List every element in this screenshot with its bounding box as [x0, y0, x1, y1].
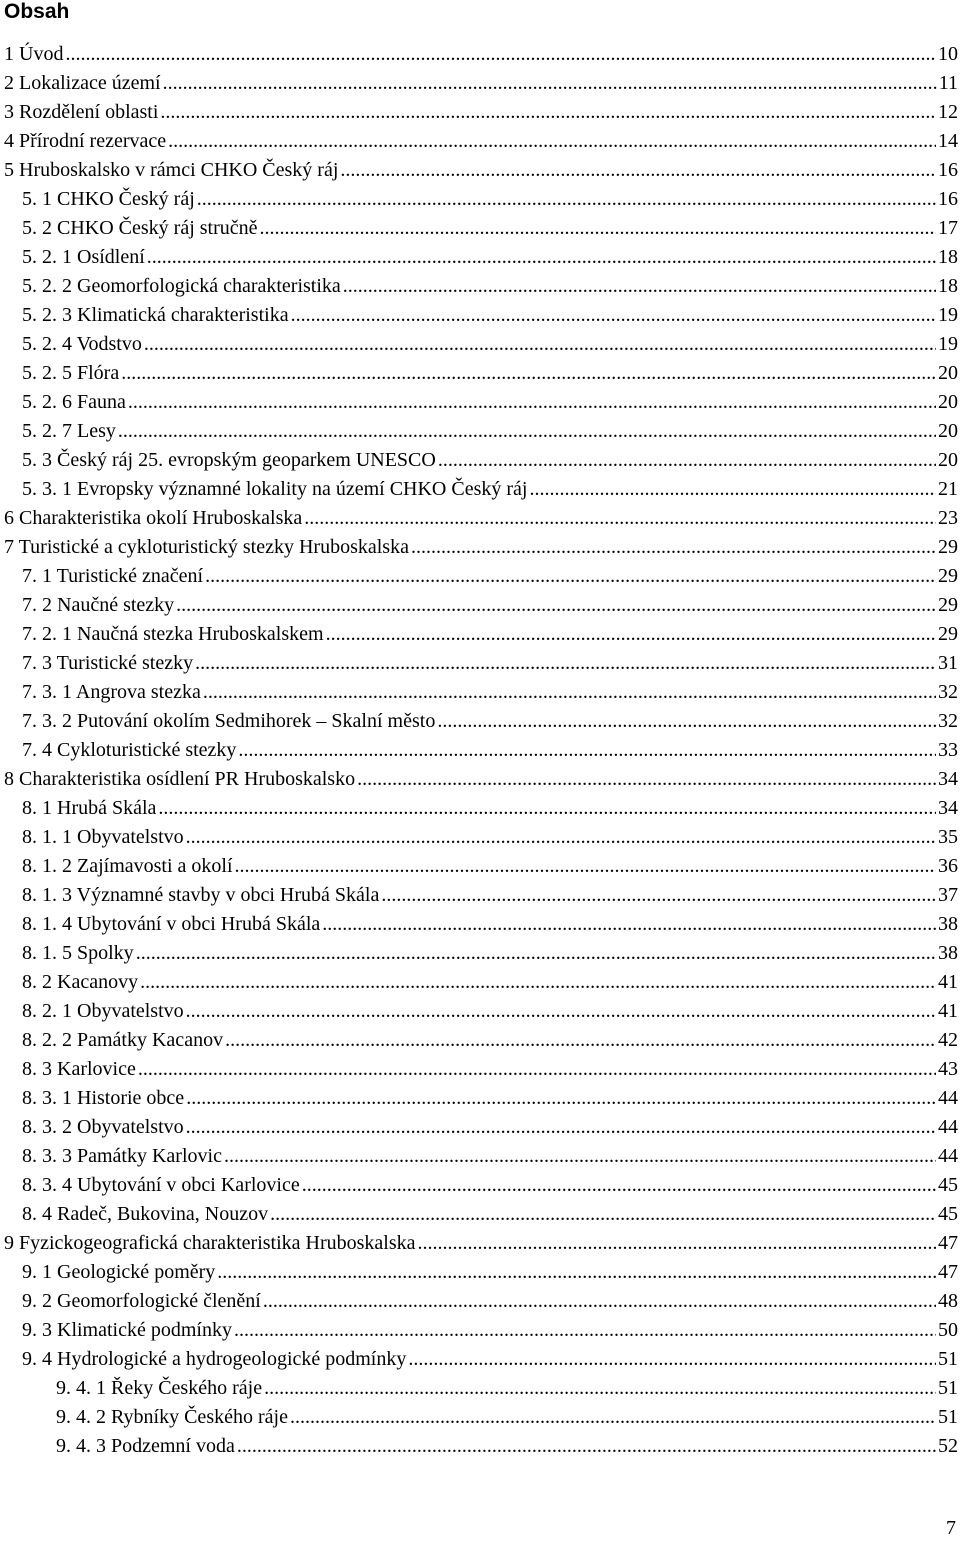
toc-entry-title: 8. 2. 1 Obyvatelstvo: [22, 1000, 184, 1022]
toc-entry[interactable]: [4, 678, 958, 707]
toc-entry[interactable]: [4, 910, 958, 939]
toc-dot-leader: [186, 1113, 936, 1142]
toc-entry[interactable]: [4, 1432, 958, 1461]
toc-entry-title: 3 Rozdělení oblasti: [4, 101, 159, 123]
toc-entry[interactable]: [4, 823, 958, 852]
toc-entry-page: 44: [938, 1116, 958, 1138]
toc-dot-leader: [418, 1229, 936, 1258]
toc-entry[interactable]: [4, 98, 958, 127]
toc-entry[interactable]: [4, 1403, 958, 1432]
toc-entry-title: 8. 3. 1 Historie obce: [22, 1087, 185, 1109]
toc-dot-leader: [224, 1142, 936, 1171]
toc-entry[interactable]: [4, 997, 958, 1026]
toc-entry-page: 45: [938, 1174, 958, 1196]
toc-entry[interactable]: [4, 649, 958, 678]
toc-entry-title: 8. 2. 2 Památky Kacanov: [22, 1029, 224, 1051]
toc-entry-title: 7. 2 Naučné stezky: [22, 594, 175, 616]
toc-entry[interactable]: [4, 533, 958, 562]
toc-entry-page: 47: [938, 1232, 958, 1254]
toc-entry[interactable]: [4, 1287, 958, 1316]
toc-entry-page: 45: [938, 1203, 958, 1225]
toc-entry-title: 8. 3. 3 Památky Karlovic: [22, 1145, 222, 1167]
toc-entry[interactable]: [4, 794, 958, 823]
toc-entry-page: 31: [938, 652, 958, 674]
toc-entry-title: 9. 4. 2 Rybníky Českého ráje: [56, 1406, 288, 1428]
toc-dot-leader: [270, 1200, 936, 1229]
toc-entry-title: 8. 1. 2 Zajímavosti a okolí: [22, 855, 233, 877]
toc-entry[interactable]: [4, 40, 958, 69]
toc-dot-leader: [186, 823, 936, 852]
toc-entry[interactable]: [4, 620, 958, 649]
toc-entry[interactable]: [4, 330, 958, 359]
toc-entry[interactable]: [4, 475, 958, 504]
toc-entry-page: 51: [938, 1406, 958, 1428]
toc-dot-leader: [176, 591, 936, 620]
toc-entry-page: 34: [938, 797, 958, 819]
table-of-contents: [4, 40, 958, 1461]
toc-entry-title: 8. 1. 1 Obyvatelstvo: [22, 826, 184, 848]
toc-entry[interactable]: [4, 968, 958, 997]
toc-entry[interactable]: [4, 1113, 958, 1142]
toc-dot-leader: [186, 1084, 936, 1113]
toc-entry-page: 51: [938, 1348, 958, 1370]
toc-dot-leader: [326, 620, 936, 649]
toc-entry-title: 5 Hruboskalsko v rámci CHKO Český ráj: [4, 159, 339, 181]
toc-entry-title: 8. 4 Radeč, Bukovina, Nouzov: [22, 1203, 269, 1225]
page-title: Obsah: [4, 0, 70, 23]
toc-entry-title: 8. 1. 4 Ubytování v obci Hrubá Skála: [22, 913, 321, 935]
toc-entry[interactable]: [4, 127, 958, 156]
toc-entry-page: 44: [938, 1145, 958, 1167]
toc-entry-title: 5. 2. 7 Lesy: [22, 420, 116, 442]
toc-dot-leader: [195, 649, 936, 678]
toc-entry-page: 16: [938, 159, 958, 181]
toc-dot-leader: [160, 98, 936, 127]
toc-entry-page: 35: [938, 826, 958, 848]
toc-entry-title: 5. 3. 1 Evropsky významné lokality na území CHKO Český ráj: [22, 478, 528, 500]
toc-dot-leader: [205, 562, 936, 591]
toc-entry[interactable]: [4, 69, 958, 98]
toc-entry[interactable]: [4, 156, 958, 185]
toc-entry[interactable]: [4, 736, 958, 765]
toc-entry-title: 8. 3. 2 Obyvatelstvo: [22, 1116, 184, 1138]
toc-entry-title: 5. 1 CHKO Český ráj: [22, 188, 195, 210]
toc-entry-page: 41: [938, 971, 958, 993]
toc-entry[interactable]: [4, 1258, 958, 1287]
toc-entry-page: 41: [938, 1000, 958, 1022]
toc-entry-title: 2 Lokalizace území: [4, 72, 161, 94]
toc-entry[interactable]: [4, 214, 958, 243]
toc-entry-page: 23: [938, 507, 958, 529]
toc-entry-page: 29: [938, 565, 958, 587]
toc-entry-title: 9. 2 Geomorfologické členění: [22, 1290, 261, 1312]
toc-dot-leader: [357, 765, 936, 794]
toc-dot-leader: [408, 1345, 936, 1374]
toc-entry-page: 18: [938, 246, 958, 268]
toc-dot-leader: [529, 475, 936, 504]
toc-entry-title: 7 Turistické a cykloturistický stezky Hruboskalska: [4, 536, 409, 558]
toc-entry[interactable]: [4, 388, 958, 417]
toc-entry-page: 14: [938, 130, 958, 152]
toc-entry-title: 9. 1 Geologické poměry: [22, 1261, 216, 1283]
toc-entry-page: 29: [938, 594, 958, 616]
toc-dot-leader: [65, 40, 936, 69]
toc-entry-page: 20: [938, 449, 958, 471]
toc-entry-title: 7. 3. 2 Putování okolím Sedmihorek – Skalní město: [22, 710, 436, 732]
toc-entry-page: 42: [938, 1029, 958, 1051]
toc-dot-leader: [140, 968, 936, 997]
toc-dot-leader: [264, 1374, 936, 1403]
toc-dot-leader: [343, 272, 936, 301]
toc-entry[interactable]: [4, 1345, 958, 1374]
toc-entry-title: 5. 2. 3 Klimatická charakteristika: [22, 304, 289, 326]
toc-entry[interactable]: [4, 1055, 958, 1084]
toc-entry-title: 5. 2 CHKO Český ráj stručně: [22, 217, 258, 239]
toc-entry[interactable]: [4, 1084, 958, 1113]
toc-entry[interactable]: [4, 707, 958, 736]
toc-entry-page: 47: [938, 1261, 958, 1283]
toc-dot-leader: [163, 69, 937, 98]
toc-entry-page: 29: [938, 623, 958, 645]
toc-entry-title: 7. 3 Turistické stezky: [22, 652, 194, 674]
toc-dot-leader: [263, 1287, 936, 1316]
toc-entry[interactable]: [4, 1171, 958, 1200]
toc-dot-leader: [340, 156, 936, 185]
toc-entry-title: 8. 1. 5 Spolky: [22, 942, 134, 964]
toc-dot-leader: [304, 504, 936, 533]
toc-entry-page: 38: [938, 942, 958, 964]
toc-entry-page: 51: [938, 1377, 958, 1399]
toc-dot-leader: [437, 707, 936, 736]
toc-entry-title: 8. 3 Karlovice: [22, 1058, 136, 1080]
toc-dot-leader: [217, 1258, 936, 1287]
toc-entry[interactable]: [4, 301, 958, 330]
toc-entry-title: 7. 4 Cykloturistické stezky: [22, 739, 237, 761]
toc-entry[interactable]: [4, 243, 958, 272]
toc-dot-leader: [186, 997, 936, 1026]
toc-entry-page: 12: [938, 101, 958, 123]
toc-entry[interactable]: [4, 1200, 958, 1229]
toc-entry-title: 5. 2. 1 Osídlení: [22, 246, 145, 268]
toc-entry[interactable]: [4, 446, 958, 475]
toc-entry-title: 1 Úvod: [4, 43, 64, 65]
toc-dot-leader: [203, 678, 936, 707]
toc-entry[interactable]: [4, 1374, 958, 1403]
toc-dot-leader: [158, 794, 936, 823]
toc-dot-leader: [260, 214, 936, 243]
toc-entry-page: 20: [938, 420, 958, 442]
toc-dot-leader: [322, 910, 936, 939]
toc-dot-leader: [290, 1403, 936, 1432]
toc-entry-page: 11: [938, 72, 958, 94]
toc-entry[interactable]: [4, 185, 958, 214]
page-number: 7: [946, 1517, 956, 1539]
toc-dot-leader: [381, 881, 936, 910]
toc-entry-page: 19: [938, 333, 958, 355]
toc-entry-title: 8. 1 Hrubá Skála: [22, 797, 157, 819]
toc-entry-title: 9. 3 Klimatické podmínky: [22, 1319, 232, 1341]
toc-entry[interactable]: [4, 1316, 958, 1345]
toc-entry-title: 5. 2. 2 Geomorfologická charakteristika: [22, 275, 341, 297]
toc-entry-title: 4 Přírodní rezervace: [4, 130, 167, 152]
toc-entry-page: 33: [938, 739, 958, 761]
toc-entry-title: 9 Fyzickogeografická charakteristika Hruboskalska: [4, 1232, 416, 1254]
toc-entry-page: 44: [938, 1087, 958, 1109]
toc-entry-page: 16: [938, 188, 958, 210]
toc-entry[interactable]: [4, 417, 958, 446]
toc-dot-leader: [302, 1171, 936, 1200]
toc-dot-leader: [234, 1316, 936, 1345]
toc-dot-leader: [235, 852, 936, 881]
toc-entry-page: 50: [938, 1319, 958, 1341]
toc-entry-title: 8. 3. 4 Ubytování v obci Karlovice: [22, 1174, 300, 1196]
toc-dot-leader: [291, 301, 936, 330]
toc-entry-title: 8. 2 Kacanovy: [22, 971, 139, 993]
toc-entry-title: 8. 1. 3 Významné stavby v obci Hrubá Skála: [22, 884, 380, 906]
toc-dot-leader: [237, 1432, 936, 1461]
toc-entry[interactable]: [4, 765, 958, 794]
toc-dot-leader: [168, 127, 936, 156]
toc-dot-leader: [128, 388, 936, 417]
toc-entry-page: 48: [938, 1290, 958, 1312]
toc-entry[interactable]: [4, 562, 958, 591]
toc-entry[interactable]: [4, 359, 958, 388]
toc-dot-leader: [411, 533, 936, 562]
toc-entry-page: 17: [938, 217, 958, 239]
toc-entry[interactable]: [4, 1229, 958, 1258]
toc-entry[interactable]: [4, 504, 958, 533]
toc-entry-title: 7. 3. 1 Angrova stezka: [22, 681, 201, 703]
toc-entry-title: 5. 2. 4 Vodstvo: [22, 333, 142, 355]
toc-entry[interactable]: [4, 1142, 958, 1171]
toc-dot-leader: [147, 243, 936, 272]
toc-entry-title: 8 Charakteristika osídlení PR Hruboskalsko: [4, 768, 356, 790]
toc-entry-page: 34: [938, 768, 958, 790]
toc-dot-leader: [136, 939, 936, 968]
toc-entry-page: 32: [938, 681, 958, 703]
toc-entry-page: 37: [938, 884, 958, 906]
toc-entry-title: 9. 4 Hydrologické a hydrogeologické podmínky: [22, 1348, 407, 1370]
toc-entry-page: 43: [938, 1058, 958, 1080]
toc-entry[interactable]: [4, 272, 958, 301]
toc-entry[interactable]: [4, 1026, 958, 1055]
toc-entry-page: 38: [938, 913, 958, 935]
toc-dot-leader: [118, 417, 936, 446]
toc-dot-leader: [138, 1055, 936, 1084]
toc-dot-leader: [238, 736, 936, 765]
toc-entry-page: 20: [938, 391, 958, 413]
toc-entry-title: 9. 4. 3 Podzemní voda: [56, 1435, 235, 1457]
toc-entry[interactable]: [4, 939, 958, 968]
toc-entry-page: 10: [938, 43, 958, 65]
toc-entry[interactable]: [4, 881, 958, 910]
toc-dot-leader: [121, 359, 936, 388]
toc-dot-leader: [438, 446, 936, 475]
toc-entry-title: 5. 3 Český ráj 25. evropským geoparkem UNESCO: [22, 449, 436, 471]
toc-entry-page: 18: [938, 275, 958, 297]
toc-entry-title: 6 Charakteristika okolí Hruboskalska: [4, 507, 303, 529]
toc-entry-page: 52: [938, 1435, 958, 1457]
toc-entry[interactable]: [4, 852, 958, 881]
toc-entry-page: 20: [938, 362, 958, 384]
toc-dot-leader: [197, 185, 936, 214]
toc-entry-title: 7. 2. 1 Naučná stezka Hruboskalskem: [22, 623, 324, 645]
toc-entry-title: 5. 2. 6 Fauna: [22, 391, 126, 413]
toc-entry-page: 29: [938, 536, 958, 558]
toc-entry[interactable]: [4, 591, 958, 620]
toc-entry-page: 21: [938, 478, 958, 500]
toc-entry-title: 9. 4. 1 Řeky Českého ráje: [56, 1377, 263, 1399]
toc-entry-page: 36: [938, 855, 958, 877]
toc-dot-leader: [144, 330, 936, 359]
toc-entry-title: 5. 2. 5 Flóra: [22, 362, 120, 384]
toc-entry-title: 7. 1 Turistické značení: [22, 565, 204, 587]
toc-dot-leader: [225, 1026, 936, 1055]
toc-entry-page: 32: [938, 710, 958, 732]
toc-entry-page: 19: [938, 304, 958, 326]
